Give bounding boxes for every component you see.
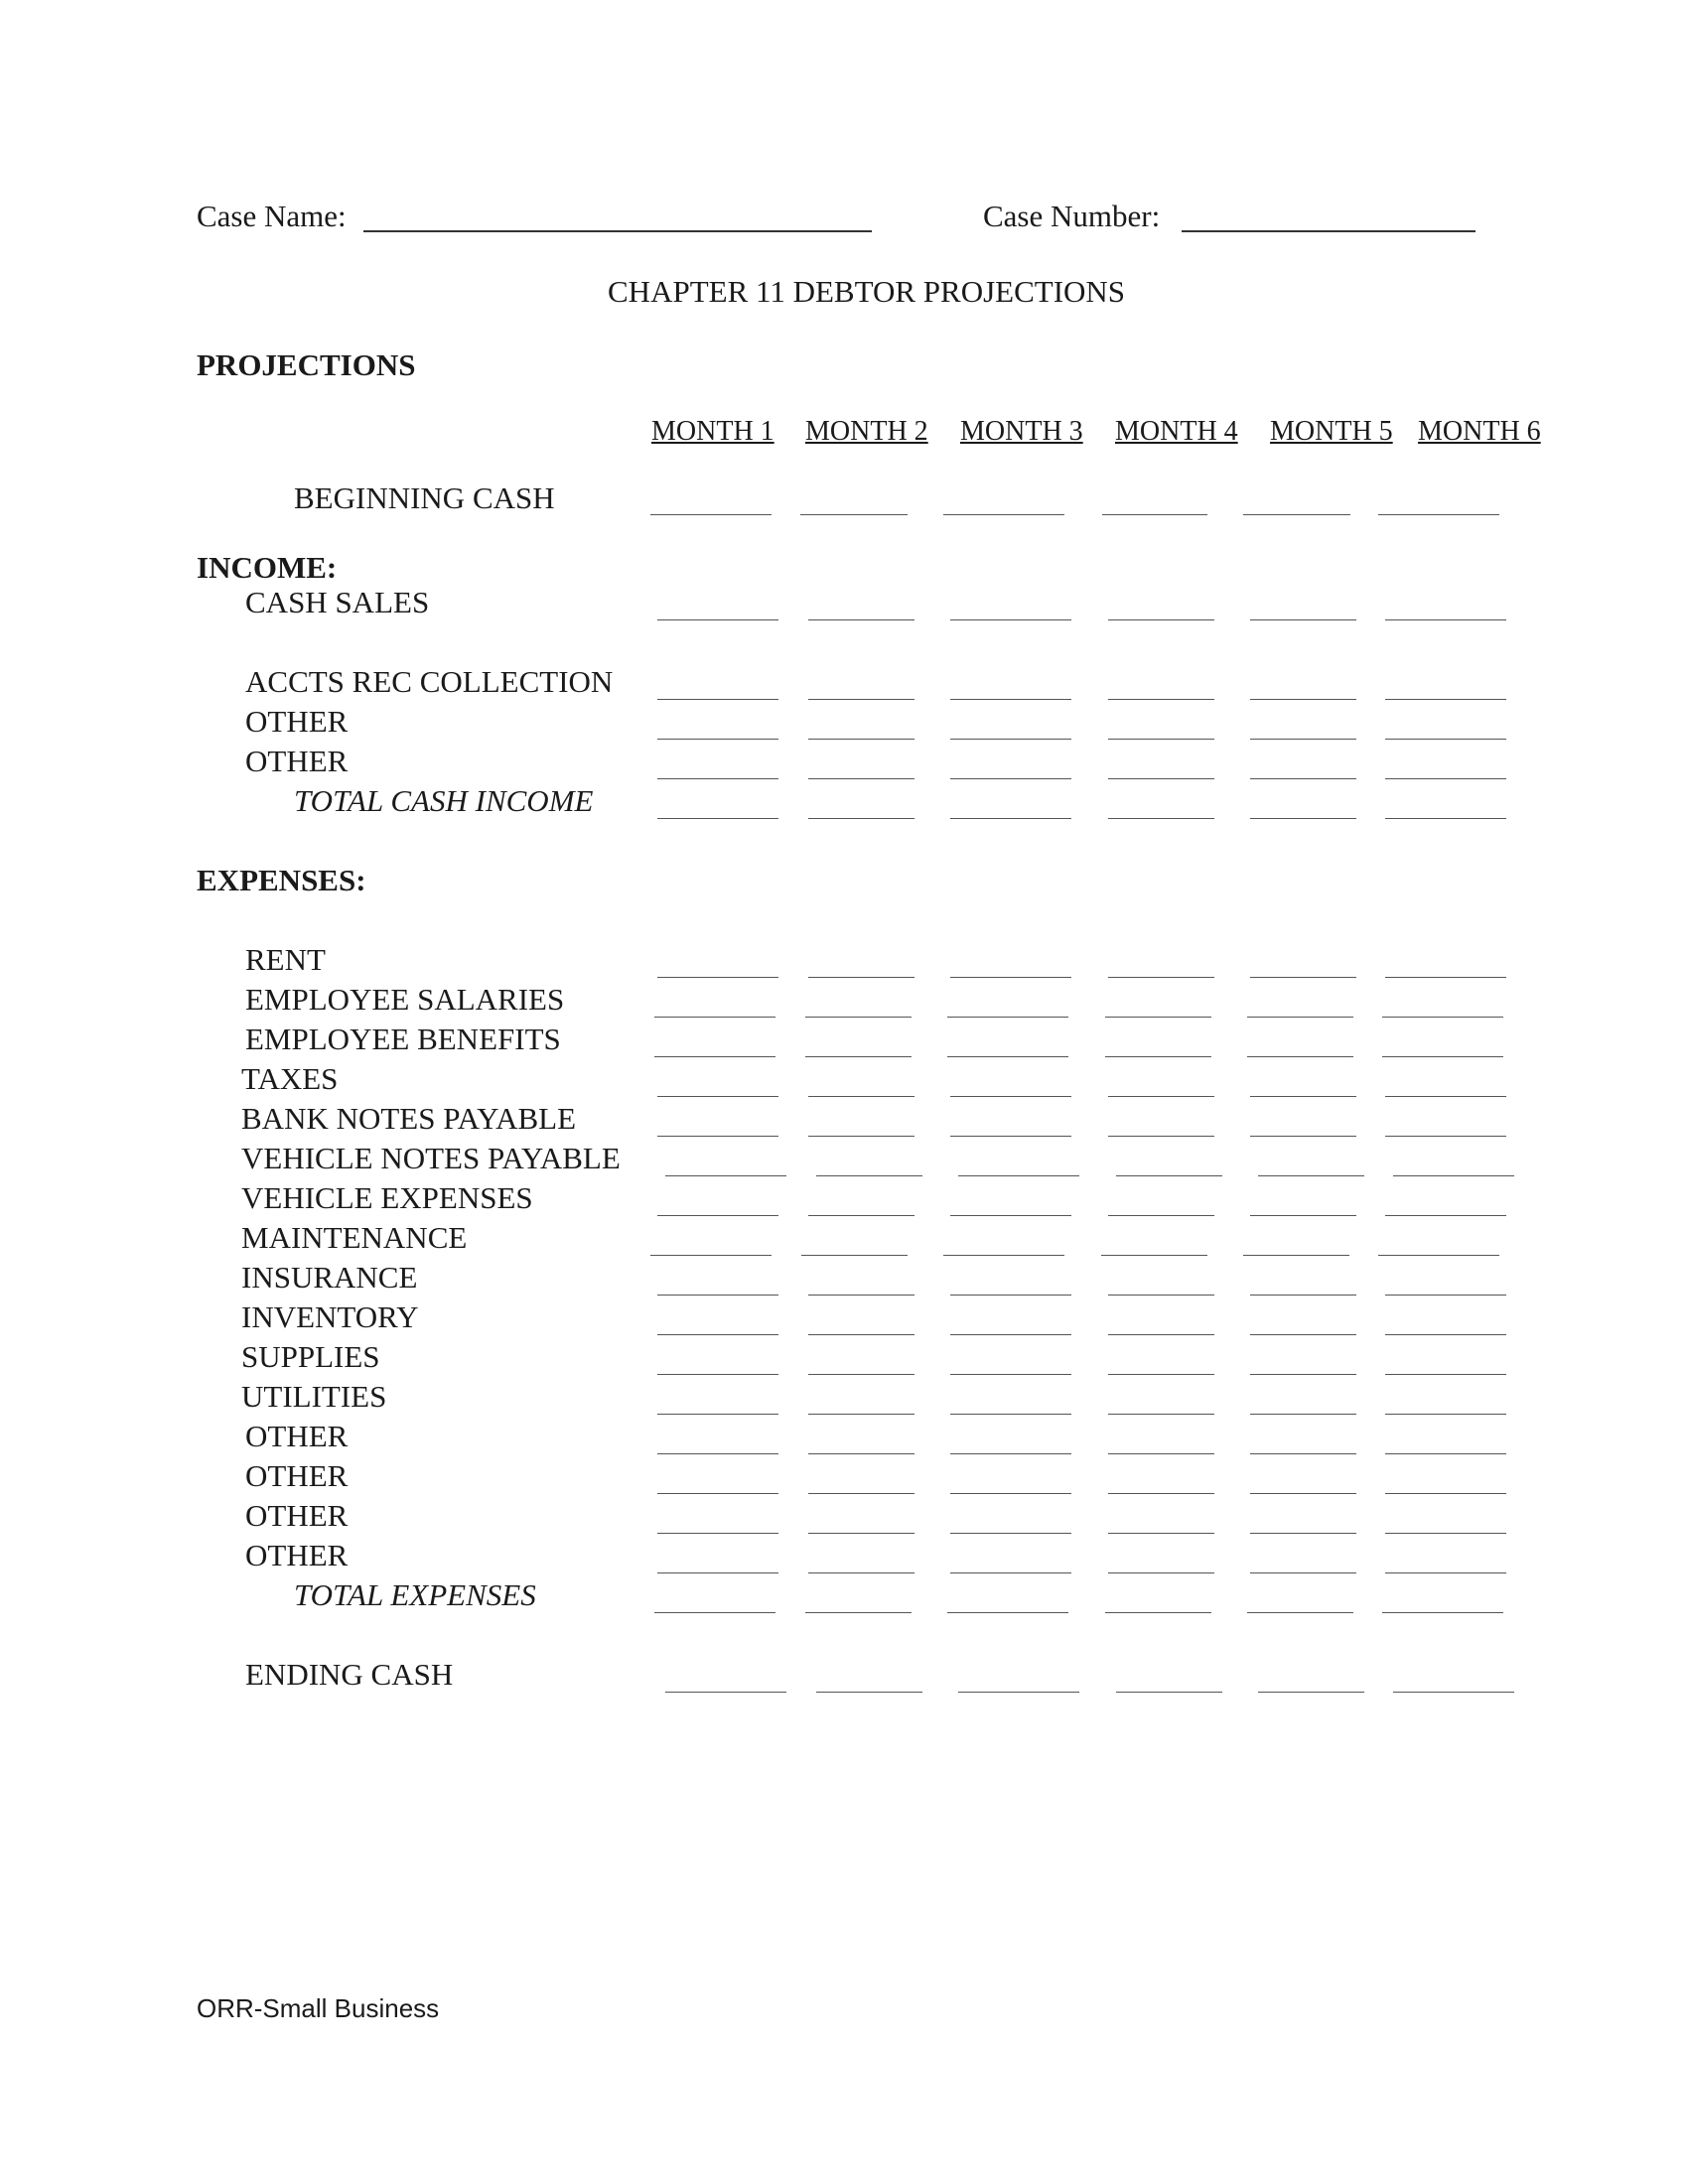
- ending-cash-month-1[interactable]: [665, 1692, 786, 1693]
- expense-input-cell[interactable]: [1385, 1096, 1506, 1097]
- expense-input-cell[interactable]: [1385, 1414, 1506, 1415]
- expense-input-cell[interactable]: [1101, 1255, 1207, 1256]
- ending-cash-month-3[interactable]: [958, 1692, 1079, 1693]
- expense-input-cell[interactable]: [1378, 1255, 1499, 1256]
- expense-input-cell[interactable]: [665, 1175, 786, 1176]
- expense-input-cell[interactable]: [1385, 1136, 1506, 1137]
- expense-input-cell[interactable]: [657, 1572, 778, 1573]
- expense-input-cell[interactable]: [808, 1334, 914, 1335]
- income-row-label: ACCTS REC COLLECTION: [245, 664, 614, 699]
- expense-row-label: EMPLOYEE BENEFITS: [245, 1022, 561, 1056]
- input-cell[interactable]: [1108, 739, 1214, 740]
- expense-input-cell[interactable]: [1108, 1136, 1214, 1137]
- expense-row-label: INSURANCE: [241, 1260, 418, 1295]
- expense-input-cell[interactable]: [805, 1612, 912, 1613]
- income-row-label: OTHER: [245, 744, 349, 778]
- input-cell[interactable]: [950, 699, 1071, 700]
- month-4-header: MONTH 4: [1115, 416, 1238, 447]
- expense-row-label: BANK NOTES PAYABLE: [241, 1101, 577, 1136]
- expense-input-cell[interactable]: [808, 1572, 914, 1573]
- expense-input-cell[interactable]: [657, 1493, 778, 1494]
- beginning-cash-month-5[interactable]: [1243, 514, 1350, 515]
- expense-input-cell[interactable]: [1108, 1414, 1214, 1415]
- expense-input-cell[interactable]: [657, 977, 778, 978]
- expense-input-cell[interactable]: [1243, 1255, 1349, 1256]
- beginning-cash-month-3[interactable]: [943, 514, 1064, 515]
- expense-input-cell[interactable]: [1105, 1612, 1211, 1613]
- beginning-cash-label: BEGINNING CASH: [294, 480, 555, 515]
- expense-input-cell[interactable]: [657, 1374, 778, 1375]
- total-expenses-label: TOTAL EXPENSES: [294, 1577, 536, 1612]
- expense-input-cell[interactable]: [1385, 1493, 1506, 1494]
- input-cell[interactable]: [950, 619, 1071, 620]
- expense-input-cell[interactable]: [1108, 1572, 1214, 1573]
- expense-input-cell[interactable]: [1108, 977, 1214, 978]
- expense-input-cell[interactable]: [808, 1453, 914, 1454]
- expense-input-cell[interactable]: [1116, 1175, 1222, 1176]
- expense-input-cell[interactable]: [950, 1374, 1071, 1375]
- ending-cash-month-2[interactable]: [816, 1692, 922, 1693]
- expense-input-cell[interactable]: [1250, 1334, 1356, 1335]
- expense-input-cell[interactable]: [1382, 1612, 1503, 1613]
- expense-row-label: VEHICLE EXPENSES: [241, 1180, 533, 1215]
- expense-input-cell[interactable]: [1385, 1533, 1506, 1534]
- expense-input-cell[interactable]: [947, 1612, 1068, 1613]
- month-3-header: MONTH 3: [960, 416, 1083, 447]
- input-cell[interactable]: [1250, 739, 1356, 740]
- case-name-label: Case Name:: [197, 199, 347, 233]
- input-cell[interactable]: [808, 619, 914, 620]
- beginning-cash-month-6[interactable]: [1378, 514, 1499, 515]
- expense-input-cell[interactable]: [1250, 1136, 1356, 1137]
- expense-input-cell[interactable]: [1250, 1453, 1356, 1454]
- input-cell[interactable]: [657, 818, 778, 819]
- expense-input-cell[interactable]: [1108, 1215, 1214, 1216]
- expense-input-cell[interactable]: [805, 1017, 912, 1018]
- expense-input-cell[interactable]: [1108, 1493, 1214, 1494]
- expense-input-cell[interactable]: [1108, 1374, 1214, 1375]
- expense-input-cell[interactable]: [1385, 1572, 1506, 1573]
- expense-row-label: MAINTENANCE: [241, 1220, 468, 1255]
- expense-input-cell[interactable]: [950, 1136, 1071, 1137]
- expense-row-label: EMPLOYEE SALARIES: [245, 982, 565, 1017]
- expense-input-cell[interactable]: [1250, 977, 1356, 978]
- input-cell[interactable]: [657, 739, 778, 740]
- expense-row-label: TAXES: [241, 1061, 339, 1096]
- expense-input-cell[interactable]: [808, 1295, 914, 1296]
- expense-row-label: UTILITIES: [241, 1379, 387, 1414]
- expense-input-cell[interactable]: [808, 1414, 914, 1415]
- expense-input-cell[interactable]: [1108, 1533, 1214, 1534]
- expense-input-cell[interactable]: [657, 1533, 778, 1534]
- expense-input-cell[interactable]: [950, 1453, 1071, 1454]
- expense-input-cell[interactable]: [1247, 1056, 1353, 1057]
- input-cell[interactable]: [950, 818, 1071, 819]
- expense-input-cell[interactable]: [1250, 1374, 1356, 1375]
- input-cell[interactable]: [950, 778, 1071, 779]
- expense-input-cell[interactable]: [1105, 1017, 1211, 1018]
- expense-input-cell[interactable]: [1385, 1295, 1506, 1296]
- expense-input-cell[interactable]: [808, 1215, 914, 1216]
- beginning-cash-month-4[interactable]: [1102, 514, 1207, 515]
- expense-input-cell[interactable]: [801, 1255, 908, 1256]
- expense-input-cell[interactable]: [657, 1414, 778, 1415]
- input-cell[interactable]: [1385, 818, 1506, 819]
- expense-input-cell[interactable]: [808, 1493, 914, 1494]
- total-cash-income-label: TOTAL CASH INCOME: [294, 783, 594, 818]
- ending-cash-month-4[interactable]: [1116, 1692, 1222, 1693]
- income-heading: INCOME:: [197, 550, 338, 585]
- case-number-field[interactable]: [1182, 230, 1476, 232]
- month-5-header: MONTH 5: [1270, 416, 1393, 447]
- expenses-heading: EXPENSES:: [197, 863, 366, 897]
- expense-input-cell[interactable]: [1250, 1215, 1356, 1216]
- input-cell[interactable]: [1108, 818, 1214, 819]
- input-cell[interactable]: [1108, 778, 1214, 779]
- expense-input-cell[interactable]: [657, 1334, 778, 1335]
- expense-row-label: OTHER: [245, 1419, 349, 1453]
- input-cell[interactable]: [808, 818, 914, 819]
- expense-input-cell[interactable]: [950, 1493, 1071, 1494]
- expense-input-cell[interactable]: [947, 1017, 1068, 1018]
- input-cell[interactable]: [657, 778, 778, 779]
- expense-input-cell[interactable]: [1258, 1175, 1364, 1176]
- expense-input-cell[interactable]: [808, 1374, 914, 1375]
- footer-text: ORR-Small Business: [197, 1993, 440, 2023]
- month-2-header: MONTH 2: [805, 416, 928, 447]
- input-cell[interactable]: [1250, 778, 1356, 779]
- expense-input-cell[interactable]: [657, 1136, 778, 1137]
- expense-row-label: SUPPLIES: [241, 1339, 380, 1374]
- month-1-header: MONTH 1: [651, 416, 774, 447]
- input-cell[interactable]: [1250, 818, 1356, 819]
- expense-input-cell[interactable]: [1108, 1453, 1214, 1454]
- expense-input-cell[interactable]: [1247, 1017, 1353, 1018]
- expense-input-cell[interactable]: [950, 1295, 1071, 1296]
- case-name-field[interactable]: [363, 230, 872, 232]
- expense-input-cell[interactable]: [1108, 1096, 1214, 1097]
- input-cell[interactable]: [1385, 778, 1506, 779]
- expense-input-cell[interactable]: [943, 1255, 1064, 1256]
- input-cell[interactable]: [657, 699, 778, 700]
- expense-input-cell[interactable]: [1108, 1295, 1214, 1296]
- expense-input-cell[interactable]: [947, 1056, 1068, 1057]
- expense-input-cell[interactable]: [654, 1612, 775, 1613]
- expense-input-cell[interactable]: [1108, 1334, 1214, 1335]
- income-row-label: CASH SALES: [245, 585, 430, 619]
- expense-input-cell[interactable]: [805, 1056, 912, 1057]
- expense-input-cell[interactable]: [650, 1255, 772, 1256]
- expense-input-cell[interactable]: [1385, 1215, 1506, 1216]
- expense-input-cell[interactable]: [657, 1453, 778, 1454]
- expense-input-cell[interactable]: [808, 1136, 914, 1137]
- expense-row-label: VEHICLE NOTES PAYABLE: [241, 1141, 621, 1175]
- ending-cash-month-5[interactable]: [1258, 1692, 1364, 1693]
- expense-input-cell[interactable]: [1250, 1414, 1356, 1415]
- expense-input-cell[interactable]: [950, 1572, 1071, 1573]
- input-cell[interactable]: [1108, 619, 1214, 620]
- expense-input-cell[interactable]: [1393, 1175, 1514, 1176]
- expense-input-cell[interactable]: [657, 1215, 778, 1216]
- expense-input-cell[interactable]: [1385, 977, 1506, 978]
- ending-cash-label: ENDING CASH: [245, 1657, 454, 1692]
- expense-input-cell[interactable]: [950, 1215, 1071, 1216]
- expense-input-cell[interactable]: [1105, 1056, 1211, 1057]
- expense-input-cell[interactable]: [958, 1175, 1079, 1176]
- input-cell[interactable]: [808, 778, 914, 779]
- expense-input-cell[interactable]: [1385, 1374, 1506, 1375]
- expense-input-cell[interactable]: [808, 1096, 914, 1097]
- expense-input-cell[interactable]: [950, 1334, 1071, 1335]
- expense-input-cell[interactable]: [1250, 1096, 1356, 1097]
- input-cell[interactable]: [1250, 699, 1356, 700]
- expense-row-label: OTHER: [245, 1498, 349, 1533]
- ending-cash-month-6[interactable]: [1393, 1692, 1514, 1693]
- expense-input-cell[interactable]: [657, 1295, 778, 1296]
- expense-input-cell[interactable]: [950, 1096, 1071, 1097]
- expense-input-cell[interactable]: [654, 1056, 775, 1057]
- beginning-cash-month-1[interactable]: [650, 514, 772, 515]
- expense-input-cell[interactable]: [1250, 1572, 1356, 1573]
- expense-input-cell[interactable]: [1250, 1295, 1356, 1296]
- input-cell[interactable]: [808, 739, 914, 740]
- expense-row-label: RENT: [245, 942, 326, 977]
- expense-input-cell[interactable]: [808, 1533, 914, 1534]
- expense-input-cell[interactable]: [1385, 1334, 1506, 1335]
- expense-row-label: OTHER: [245, 1538, 349, 1572]
- input-cell[interactable]: [1385, 739, 1506, 740]
- beginning-cash-month-2[interactable]: [800, 514, 908, 515]
- expense-input-cell[interactable]: [654, 1017, 775, 1018]
- expense-input-cell[interactable]: [1382, 1056, 1503, 1057]
- input-cell[interactable]: [1108, 699, 1214, 700]
- expense-input-cell[interactable]: [1250, 1493, 1356, 1494]
- input-cell[interactable]: [950, 739, 1071, 740]
- expense-row-label: OTHER: [245, 1458, 349, 1493]
- expense-input-cell[interactable]: [808, 977, 914, 978]
- input-cell[interactable]: [1385, 619, 1506, 620]
- expense-input-cell[interactable]: [657, 1096, 778, 1097]
- expense-input-cell[interactable]: [816, 1175, 922, 1176]
- expense-input-cell[interactable]: [950, 1414, 1071, 1415]
- input-cell[interactable]: [1250, 619, 1356, 620]
- expense-row-label: INVENTORY: [241, 1299, 419, 1334]
- expense-input-cell[interactable]: [950, 977, 1071, 978]
- expense-input-cell[interactable]: [950, 1533, 1071, 1534]
- document-title: CHAPTER 11 DEBTOR PROJECTIONS: [608, 274, 1126, 309]
- case-number-label: Case Number:: [983, 199, 1161, 233]
- input-cell[interactable]: [1385, 699, 1506, 700]
- projections-heading: PROJECTIONS: [197, 347, 416, 382]
- input-cell[interactable]: [808, 699, 914, 700]
- expense-input-cell[interactable]: [1247, 1612, 1353, 1613]
- expense-input-cell[interactable]: [1385, 1453, 1506, 1454]
- month-6-header: MONTH 6: [1418, 416, 1541, 447]
- input-cell[interactable]: [657, 619, 778, 620]
- income-row-label: OTHER: [245, 704, 349, 739]
- expense-input-cell[interactable]: [1382, 1017, 1503, 1018]
- expense-input-cell[interactable]: [1250, 1533, 1356, 1534]
